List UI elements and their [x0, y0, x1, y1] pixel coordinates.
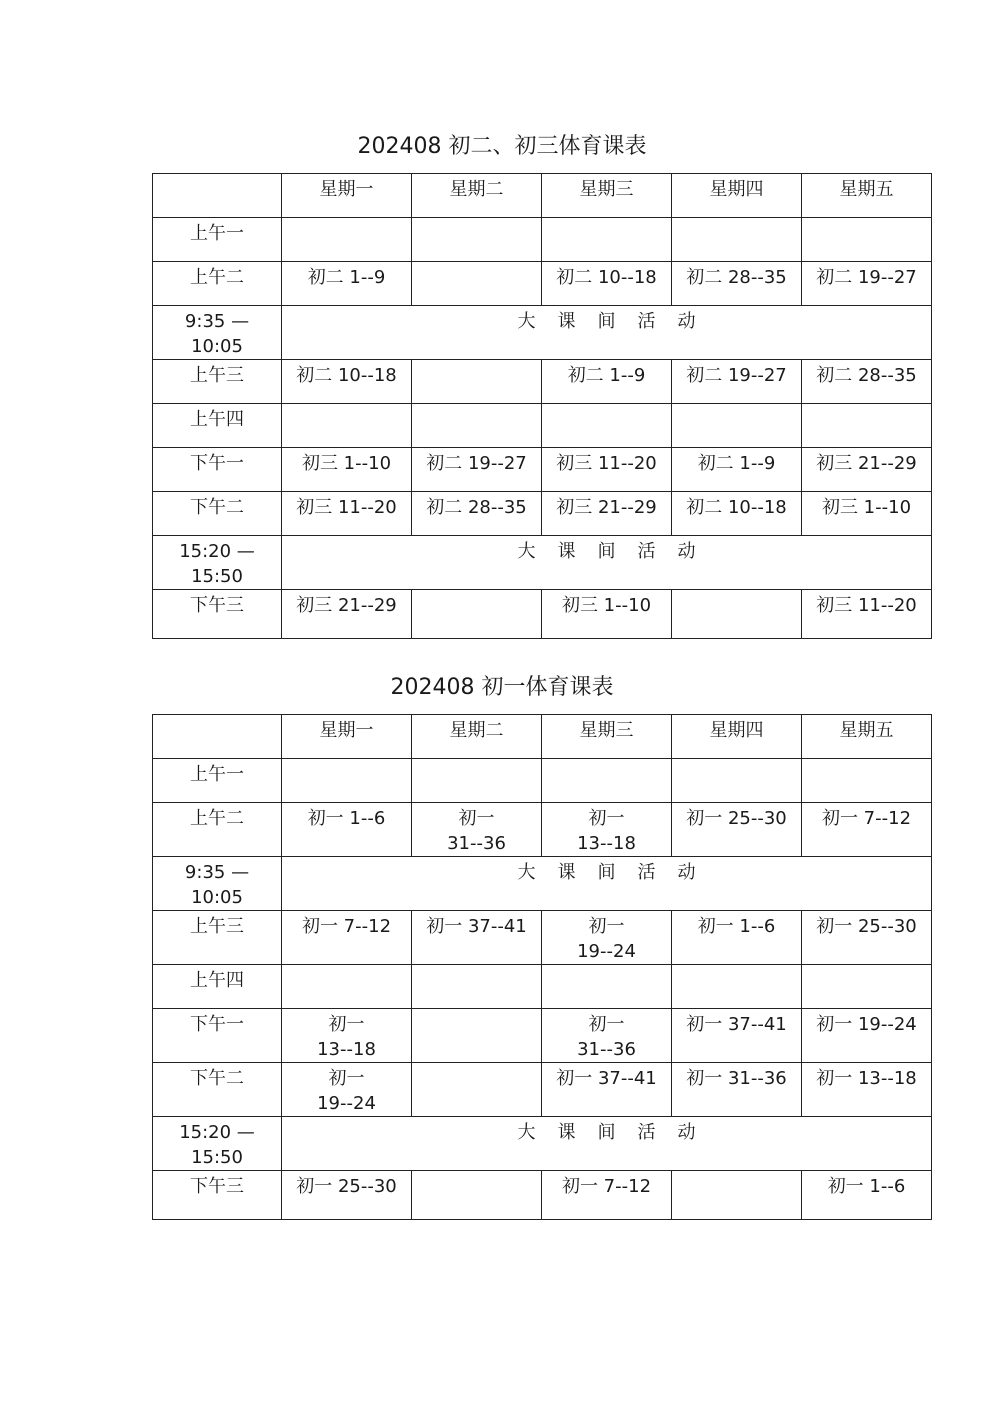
empty-cell [412, 360, 542, 404]
empty-cell [412, 965, 542, 1009]
recess-activity-char: 课 [557, 1122, 576, 1143]
weekday-header: 星期一 [282, 174, 412, 218]
class-assignment-cell: 初一 1--6 [802, 1171, 932, 1220]
empty-cell [672, 965, 802, 1009]
period-cell: 上午二 [153, 262, 282, 306]
period-cell: 上午四 [153, 404, 282, 448]
table-row [153, 218, 932, 262]
recess-activity-char: 大 [517, 862, 536, 883]
empty-cell [412, 1171, 542, 1220]
empty-cell [412, 1009, 542, 1063]
recess-activity-cell [282, 1117, 932, 1171]
class-assignment-cell: 初一 13--18 [542, 803, 672, 857]
recess-activity-char: 动 [677, 1122, 696, 1143]
empty-cell [542, 404, 672, 448]
class-assignment-cell: 初二 28--35 [672, 262, 802, 306]
recess-activity-char: 课 [557, 311, 576, 332]
class-assignment-cell: 初一 31--36 [412, 803, 542, 857]
header-corner-cell [153, 174, 282, 218]
header-row [153, 174, 932, 218]
class-assignment-cell: 初二 10--18 [282, 360, 412, 404]
empty-cell [282, 759, 412, 803]
class-assignment-cell: 初二 19--27 [672, 360, 802, 404]
table-row [153, 590, 932, 639]
period-cell: 9:35 — 10:05 [153, 306, 282, 360]
recess-activity-char: 动 [677, 311, 696, 332]
period-cell: 下午一 [153, 448, 282, 492]
recess-activity-cell [282, 857, 932, 911]
recess-activity-char: 课 [557, 541, 576, 562]
empty-cell [282, 965, 412, 1009]
period-cell: 15:20 — 15:50 [153, 1117, 282, 1171]
class-assignment-cell: 初一 37--41 [542, 1063, 672, 1117]
period-cell: 下午三 [153, 1171, 282, 1220]
table-row [153, 360, 932, 404]
period-cell: 下午二 [153, 492, 282, 536]
class-assignment-cell: 初二 1--9 [672, 448, 802, 492]
empty-cell [672, 218, 802, 262]
empty-cell [802, 965, 932, 1009]
schedule-title-grade1: 202408 初一体育课表 [390, 675, 614, 700]
table-row [153, 1171, 932, 1220]
class-assignment-cell: 初二 28--35 [802, 360, 932, 404]
recess-activity-char: 间 [597, 1122, 616, 1143]
recess-activity-char: 间 [597, 862, 616, 883]
class-assignment-cell: 初三 21--29 [802, 448, 932, 492]
period-cell: 下午一 [153, 1009, 282, 1063]
empty-cell [542, 218, 672, 262]
table-row [153, 448, 932, 492]
table-row [153, 1063, 932, 1117]
class-assignment-cell: 初一 19--24 [282, 1063, 412, 1117]
class-assignment-cell: 初一 25--30 [802, 911, 932, 965]
table-row [153, 306, 932, 360]
class-assignment-cell: 初一 7--12 [542, 1171, 672, 1220]
table-row [153, 492, 932, 536]
recess-activity-char: 活 [637, 1122, 656, 1143]
class-assignment-cell: 初三 11--20 [542, 448, 672, 492]
empty-cell [672, 1171, 802, 1220]
class-assignment-cell: 初二 19--27 [412, 448, 542, 492]
empty-cell [802, 218, 932, 262]
recess-activity-char: 课 [557, 862, 576, 883]
class-assignment-cell: 初二 1--9 [542, 360, 672, 404]
class-assignment-cell: 初一 31--36 [672, 1063, 802, 1117]
class-assignment-cell: 初三 1--10 [542, 590, 672, 639]
period-cell: 下午三 [153, 590, 282, 639]
class-assignment-cell: 初三 11--20 [802, 590, 932, 639]
recess-activity-char: 活 [637, 541, 656, 562]
class-assignment-cell: 初一 7--12 [802, 803, 932, 857]
class-assignment-cell: 初二 10--18 [542, 262, 672, 306]
class-assignment-cell: 初三 21--29 [282, 590, 412, 639]
recess-activity-char: 大 [517, 541, 536, 562]
weekday-header: 星期四 [672, 174, 802, 218]
class-assignment-cell: 初一 7--12 [282, 911, 412, 965]
table-row [153, 1117, 932, 1171]
table-row [153, 1009, 932, 1063]
class-assignment-cell: 初二 28--35 [412, 492, 542, 536]
weekday-header: 星期二 [412, 715, 542, 759]
weekday-header: 星期二 [412, 174, 542, 218]
table-row [153, 404, 932, 448]
period-cell: 15:20 — 15:50 [153, 536, 282, 590]
class-assignment-cell: 初一 37--41 [672, 1009, 802, 1063]
empty-cell [412, 404, 542, 448]
empty-cell [802, 759, 932, 803]
empty-cell [282, 404, 412, 448]
weekday-header: 星期五 [802, 174, 932, 218]
class-assignment-cell: 初一 37--41 [412, 911, 542, 965]
period-cell: 上午三 [153, 911, 282, 965]
schedule-table-grade2-3 [152, 173, 932, 639]
period-cell: 上午四 [153, 965, 282, 1009]
class-assignment-cell: 初三 11--20 [282, 492, 412, 536]
period-cell: 上午一 [153, 218, 282, 262]
class-assignment-cell: 初二 10--18 [672, 492, 802, 536]
class-assignment-cell: 初一 25--30 [672, 803, 802, 857]
period-cell: 9:35 — 10:05 [153, 857, 282, 911]
table-row [153, 262, 932, 306]
class-assignment-cell: 初三 21--29 [542, 492, 672, 536]
class-assignment-cell: 初一 1--6 [672, 911, 802, 965]
table-row [153, 759, 932, 803]
recess-activity-char: 活 [637, 311, 656, 332]
recess-activity-char: 间 [597, 541, 616, 562]
class-assignment-cell: 初一 1--6 [282, 803, 412, 857]
weekday-header: 星期五 [802, 715, 932, 759]
recess-activity-char: 动 [677, 541, 696, 562]
class-assignment-cell: 初一 31--36 [542, 1009, 672, 1063]
weekday-header: 星期三 [542, 174, 672, 218]
recess-activity-char: 动 [677, 862, 696, 883]
class-assignment-cell: 初三 1--10 [802, 492, 932, 536]
empty-cell [542, 965, 672, 1009]
empty-cell [802, 404, 932, 448]
class-assignment-cell: 初一 13--18 [282, 1009, 412, 1063]
table-row [153, 857, 932, 911]
empty-cell [412, 218, 542, 262]
recess-activity-char: 大 [517, 1122, 536, 1143]
header-row [153, 715, 932, 759]
weekday-header: 星期一 [282, 715, 412, 759]
empty-cell [412, 1063, 542, 1117]
empty-cell [412, 262, 542, 306]
class-assignment-cell: 初二 1--9 [282, 262, 412, 306]
empty-cell [282, 218, 412, 262]
empty-cell [672, 590, 802, 639]
period-cell: 下午二 [153, 1063, 282, 1117]
class-assignment-cell: 初三 1--10 [282, 448, 412, 492]
table-row [153, 911, 932, 965]
class-assignment-cell: 初一 19--24 [542, 911, 672, 965]
period-cell: 上午一 [153, 759, 282, 803]
empty-cell [672, 404, 802, 448]
recess-activity-char: 间 [597, 311, 616, 332]
schedule-title-grade2-3: 202408 初二、初三体育课表 [357, 134, 647, 159]
empty-cell [542, 759, 672, 803]
class-assignment-cell: 初二 19--27 [802, 262, 932, 306]
class-assignment-cell: 初一 19--24 [802, 1009, 932, 1063]
table-row [153, 536, 932, 590]
empty-cell [412, 759, 542, 803]
class-assignment-cell: 初一 13--18 [802, 1063, 932, 1117]
recess-activity-cell [282, 536, 932, 590]
schedule-table-grade1 [152, 714, 932, 1220]
recess-activity-cell [282, 306, 932, 360]
period-cell: 上午三 [153, 360, 282, 404]
header-corner-cell [153, 715, 282, 759]
weekday-header: 星期四 [672, 715, 802, 759]
period-cell: 上午二 [153, 803, 282, 857]
table-row [153, 965, 932, 1009]
class-assignment-cell: 初一 25--30 [282, 1171, 412, 1220]
recess-activity-char: 大 [517, 311, 536, 332]
empty-cell [412, 590, 542, 639]
recess-activity-char: 活 [637, 862, 656, 883]
weekday-header: 星期三 [542, 715, 672, 759]
empty-cell [672, 759, 802, 803]
table-row [153, 803, 932, 857]
